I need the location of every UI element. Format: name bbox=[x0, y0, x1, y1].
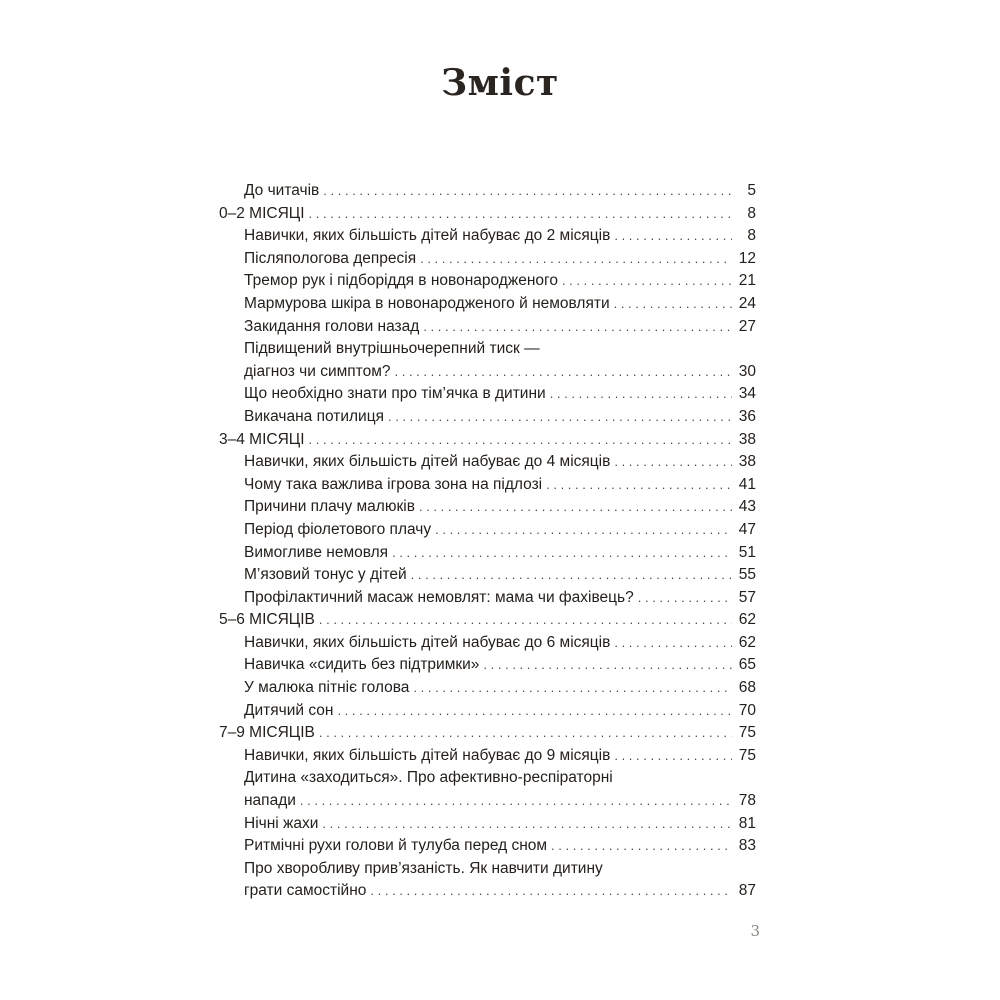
toc-entry bbox=[219, 451, 756, 474]
toc-entry-title-line: Підвищений внутрішньочерепний тиск — bbox=[244, 340, 540, 358]
toc-entry-page: 27 bbox=[738, 317, 756, 335]
toc-entry-label: Дитячий сон bbox=[244, 701, 334, 719]
toc-entry-page: 70 bbox=[738, 701, 756, 719]
toc-entry-label: Тремор рук і підборіддя в новонародженого bbox=[244, 272, 558, 290]
toc-entry-page: 8 bbox=[747, 227, 756, 245]
toc-entry bbox=[219, 677, 756, 700]
toc-entry-label: Профілактичний масаж немовлят: мама чи фахівець? bbox=[244, 588, 634, 606]
dot-leader bbox=[483, 654, 732, 677]
toc-row bbox=[219, 406, 756, 429]
toc-entry-label: Навички, яких більшість дітей набуває до 4 місяців bbox=[244, 453, 611, 471]
toc-entry-label: діагноз чи симптом? bbox=[244, 362, 391, 380]
toc-entry-label: Навички, яких більшість дітей набуває до 2 місяців bbox=[244, 227, 611, 245]
toc-row bbox=[219, 293, 756, 316]
toc-entry-page: 8 bbox=[747, 204, 756, 222]
toc-entry-page: 57 bbox=[738, 588, 756, 606]
dot-leader bbox=[322, 813, 732, 836]
toc-entry bbox=[219, 858, 756, 903]
toc-entry bbox=[219, 519, 756, 542]
toc-section bbox=[219, 429, 756, 452]
toc-entry bbox=[219, 813, 756, 836]
toc-entry bbox=[219, 316, 756, 339]
toc-entry bbox=[219, 587, 756, 610]
toc-entry-page: 41 bbox=[738, 475, 756, 493]
dot-leader bbox=[419, 496, 732, 519]
toc-row bbox=[219, 361, 756, 384]
dot-leader bbox=[392, 542, 732, 565]
dot-leader bbox=[300, 790, 732, 813]
toc-entry-label: напади bbox=[244, 792, 296, 810]
toc-entry-page: 55 bbox=[738, 566, 756, 584]
toc-entry bbox=[219, 225, 756, 248]
toc-entry-label: Викачана потилиця bbox=[244, 407, 384, 425]
toc-entry-label: Мармурова шкіра в новонародженого й немовляти bbox=[244, 294, 610, 312]
toc-row bbox=[219, 700, 756, 723]
toc-section bbox=[219, 722, 756, 745]
dot-leader bbox=[309, 203, 732, 226]
toc-entry-page: 83 bbox=[738, 837, 756, 855]
dot-leader bbox=[546, 474, 732, 497]
dot-leader bbox=[395, 361, 732, 384]
toc-entry bbox=[219, 835, 756, 858]
dot-leader bbox=[337, 700, 732, 723]
toc-entry-label: М’язовий тонус у дітей bbox=[244, 566, 407, 584]
toc-row bbox=[219, 654, 756, 677]
toc-row bbox=[219, 542, 756, 565]
toc-entry bbox=[219, 632, 756, 655]
toc-entry-page: 47 bbox=[738, 520, 756, 538]
toc-row bbox=[219, 790, 756, 813]
toc-row bbox=[219, 880, 756, 903]
toc-entry-page: 75 bbox=[738, 724, 756, 742]
toc-row bbox=[219, 270, 756, 293]
toc-row bbox=[219, 316, 756, 339]
toc-entry-label: Що необхідно знати про тім’ячка в дитини bbox=[244, 385, 546, 403]
toc-entry bbox=[219, 248, 756, 271]
toc-entry-label: Ритмічні рухи голови й тулуба перед сном bbox=[244, 837, 548, 855]
toc-entry-page: 38 bbox=[738, 430, 756, 448]
toc-section bbox=[219, 609, 756, 632]
toc-entry bbox=[219, 700, 756, 723]
dot-leader bbox=[614, 745, 732, 768]
toc-entry-page: 21 bbox=[738, 272, 756, 290]
toc-entry-page: 78 bbox=[738, 792, 756, 810]
toc-entry-label: Навички, яких більшість дітей набуває до 9 місяців bbox=[244, 746, 611, 764]
toc-entry bbox=[219, 270, 756, 293]
toc-row bbox=[219, 225, 756, 248]
toc-entry-page: 75 bbox=[738, 746, 756, 764]
dot-leader bbox=[319, 722, 732, 745]
dot-leader bbox=[435, 519, 732, 542]
toc-entry-page: 87 bbox=[738, 882, 756, 900]
page-title: Зміст bbox=[441, 62, 559, 104]
toc-entry-label: У малюка пітніє голова bbox=[244, 679, 410, 697]
toc-row bbox=[219, 835, 756, 858]
toc-entry-page: 65 bbox=[738, 656, 756, 674]
toc-entry bbox=[219, 564, 756, 587]
toc-entry-page: 43 bbox=[738, 498, 756, 516]
toc-entry-label: грати самостійно bbox=[244, 882, 367, 900]
toc-entry-page: 62 bbox=[738, 633, 756, 651]
toc-entry bbox=[219, 542, 756, 565]
toc-row bbox=[219, 632, 756, 655]
dot-leader bbox=[614, 293, 732, 316]
toc-entry-page: 36 bbox=[738, 407, 756, 425]
toc-entry-label: 0–2 МІСЯЦІ bbox=[219, 204, 305, 222]
dot-leader bbox=[423, 316, 732, 339]
page-number: 3 bbox=[750, 922, 760, 940]
toc-section bbox=[219, 203, 756, 226]
toc-row bbox=[219, 813, 756, 836]
toc-row bbox=[219, 587, 756, 610]
toc-entry bbox=[219, 406, 756, 429]
toc-entry-title-line: Про хворобливу прив’язаність. Як навчити дитину bbox=[244, 859, 603, 877]
toc-entry bbox=[219, 496, 756, 519]
dot-leader bbox=[551, 835, 732, 858]
toc-entry-label: До читачів bbox=[244, 182, 320, 199]
toc-entry-label: Навички, яких більшість дітей набуває до 6 місяців bbox=[244, 633, 611, 651]
toc-entry-label: Вимогливе немовля bbox=[244, 543, 389, 561]
toc-entry-page: 5 bbox=[747, 182, 756, 199]
toc-row bbox=[219, 180, 756, 203]
dot-leader bbox=[614, 451, 732, 474]
toc-row bbox=[219, 248, 756, 271]
toc-entry bbox=[219, 745, 756, 768]
dot-leader bbox=[638, 587, 732, 610]
dot-leader bbox=[309, 429, 732, 452]
toc-row bbox=[219, 519, 756, 542]
toc-entry-label: 5–6 МІСЯЦІВ bbox=[219, 611, 315, 629]
toc-entry-label: Навичка «сидить без підтримки» bbox=[244, 656, 480, 674]
toc-row bbox=[219, 609, 756, 632]
toc-entry bbox=[219, 383, 756, 406]
toc-row bbox=[219, 745, 756, 768]
toc-row bbox=[219, 383, 756, 406]
dot-leader bbox=[370, 880, 732, 903]
toc-entry-label: 7–9 МІСЯЦІВ bbox=[219, 724, 315, 742]
toc-entry bbox=[219, 654, 756, 677]
toc-entry bbox=[219, 338, 756, 383]
toc-row bbox=[219, 677, 756, 700]
toc-row bbox=[219, 429, 756, 452]
toc-entry-page: 24 bbox=[738, 294, 756, 312]
toc-entry-page: 51 bbox=[738, 543, 756, 561]
toc-entry-page: 30 bbox=[738, 362, 756, 380]
toc-entry-label: 3–4 МІСЯЦІ bbox=[219, 430, 305, 448]
toc-entry-title-line: Дитина «заходиться». Про афективно-респіраторні bbox=[244, 769, 613, 787]
dot-leader bbox=[323, 180, 732, 203]
toc-entry-page: 12 bbox=[738, 249, 756, 267]
toc-entry bbox=[219, 474, 756, 497]
table-of-contents bbox=[219, 180, 756, 903]
dot-leader bbox=[550, 383, 732, 406]
toc-entry-label: Закидання голови назад bbox=[244, 317, 420, 335]
toc-row bbox=[219, 451, 756, 474]
toc-entry-label: Нічні жахи bbox=[244, 814, 319, 832]
toc-entry-page: 34 bbox=[738, 385, 756, 403]
toc-entry-page: 38 bbox=[738, 453, 756, 471]
toc-entry-label: Причини плачу малюків bbox=[244, 498, 415, 516]
toc-entry-page: 62 bbox=[738, 611, 756, 629]
toc-row bbox=[219, 474, 756, 497]
toc-entry-label: Післяпологова депресія bbox=[244, 249, 417, 267]
toc-entry-page: 81 bbox=[738, 814, 756, 832]
dot-leader bbox=[420, 248, 732, 271]
toc-row bbox=[219, 496, 756, 519]
toc-entry-label: Чому така важлива ігрова зона на підлозі bbox=[244, 475, 543, 493]
toc-row bbox=[219, 564, 756, 587]
toc-row bbox=[219, 722, 756, 745]
dot-leader bbox=[319, 609, 732, 632]
dot-leader bbox=[413, 677, 732, 700]
dot-leader bbox=[411, 564, 732, 587]
toc-entry-label: Період фіолетового плачу bbox=[244, 520, 432, 538]
toc-row bbox=[219, 203, 756, 226]
toc-entry-page: 68 bbox=[738, 679, 756, 697]
dot-leader bbox=[614, 632, 732, 655]
dot-leader bbox=[388, 406, 732, 429]
dot-leader bbox=[562, 270, 732, 293]
dot-leader bbox=[614, 225, 732, 248]
toc-entry bbox=[219, 293, 756, 316]
toc-entry bbox=[219, 180, 756, 203]
toc-entry bbox=[219, 767, 756, 812]
